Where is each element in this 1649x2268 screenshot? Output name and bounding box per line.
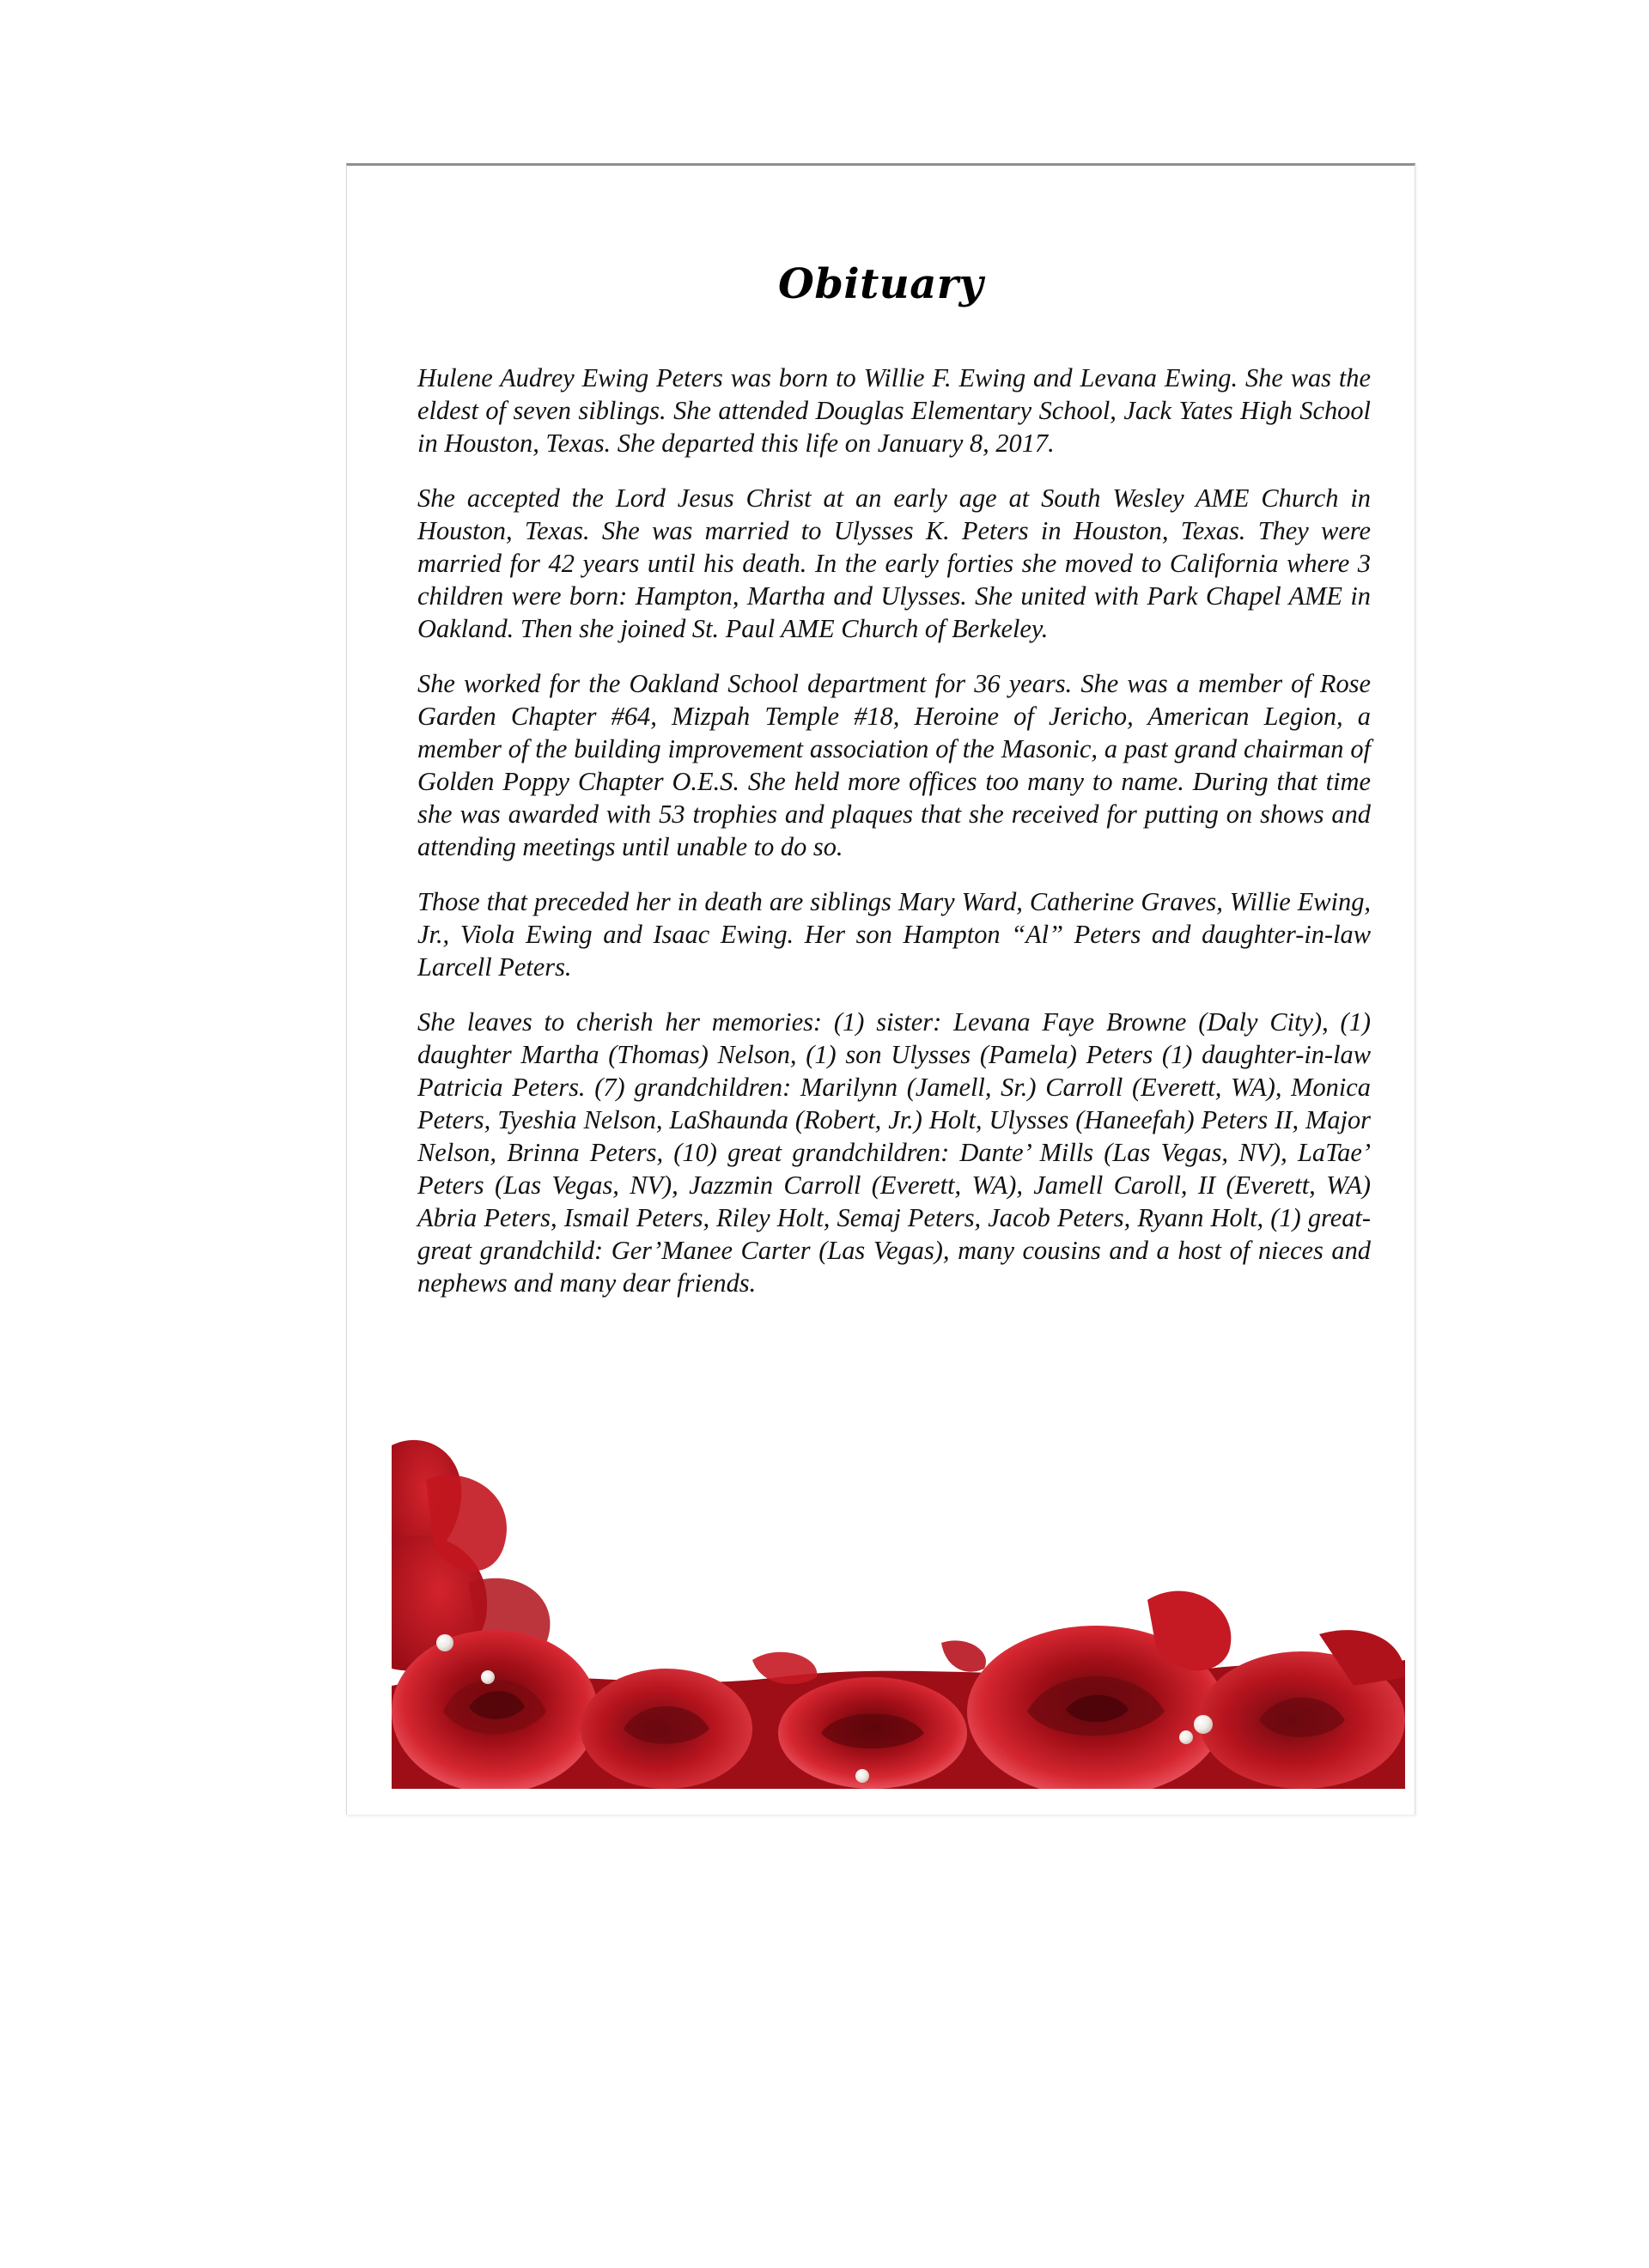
obituary-card bbox=[346, 163, 1415, 1815]
pearl-shape bbox=[855, 1769, 869, 1783]
pearl-shape bbox=[1194, 1715, 1213, 1734]
paragraph-faith-marriage: She accepted the Lord Jesus Christ at an early age at South Wesley AME Church in Houston, Texas. She was married to Ulysses K. Peters in Houston, Texas. They were married for 42 years until his death. In the early forties she moved to California where 3 children were born: Hampton, Martha and Ulysses. She united with Park Chapel AME in Oakland. Then she joined St. Paul AME Church of Berkeley. bbox=[417, 483, 1371, 643]
paragraph-survivors: She leaves to cherish her memories: (1) sister: Levana Faye Browne (Daly City), (1) daughter Martha (Thomas) Nelson, (1) son Ulysses (Pamela) Peters (1) daughter-in-law Patricia Peters. (7) grandchildren: Marilynn (Jamell, Sr.) Carroll (Everett, WA), Monica Peters, Tyeshia Nelson, LaShaunda (Robert, Jr.) Holt, Ulysses (Haneefah) Peters II, Major Nelson, Brinna Peters, (10) great grandchildren: Dante’ Mills (Las Vegas, NV), LaTae’ Peters (Las Vegas, NV), Jazzmin Carroll (Everett, WA), Jamell Caroll, II (Everett, WA) Abria Peters, Ismail Peters, Riley Holt, Semaj Peters, Jacob Peters, Ryann Holt, (1) great-great grandchild: Ger’Manee Carter (Las Vegas), many cousins and a host of nieces and nephews and many dear friends. bbox=[417, 1007, 1371, 1298]
paragraph-birth: Hulene Audrey Ewing Peters was born to Willie F. Ewing and Levana Ewing. She was the eldest of seven siblings. She attended Douglas Elementary School, Jack Yates High School in Houston, Texas. She departed this life on January 8, 2017. bbox=[417, 363, 1371, 458]
petal-shape bbox=[941, 1640, 986, 1671]
paragraph-work-memberships: She worked for the Oakland School department for 36 years. She was a member of Rose Garden Chapter #64, Mizpah Temple #18, Heroine of Jericho, American Legion, a member of the building improvement association of the Masonic, a past grand chairman of Golden Poppy Chapter O.E.S. She held more offices too many to name. During that time she was awarded with 53 trophies and plaques that she received for putting on shows and attending meetings until unable to do so. bbox=[417, 669, 1371, 861]
pearl-shape bbox=[1179, 1730, 1193, 1744]
red-roses-border-image bbox=[392, 1428, 1405, 1789]
pearl-shape bbox=[481, 1670, 495, 1684]
obituary-text bbox=[417, 362, 1371, 1322]
page-title: Obituary bbox=[778, 260, 983, 308]
paragraph-preceded: Those that preceded her in death are siblings Mary Ward, Catherine Graves, Willie Ewing, Jr., Viola Ewing and Isaac Ewing. Her son Hampton “Al” Peters and daughter-in-law Larcell Peters. bbox=[417, 887, 1371, 982]
pearl-shape bbox=[436, 1634, 453, 1651]
